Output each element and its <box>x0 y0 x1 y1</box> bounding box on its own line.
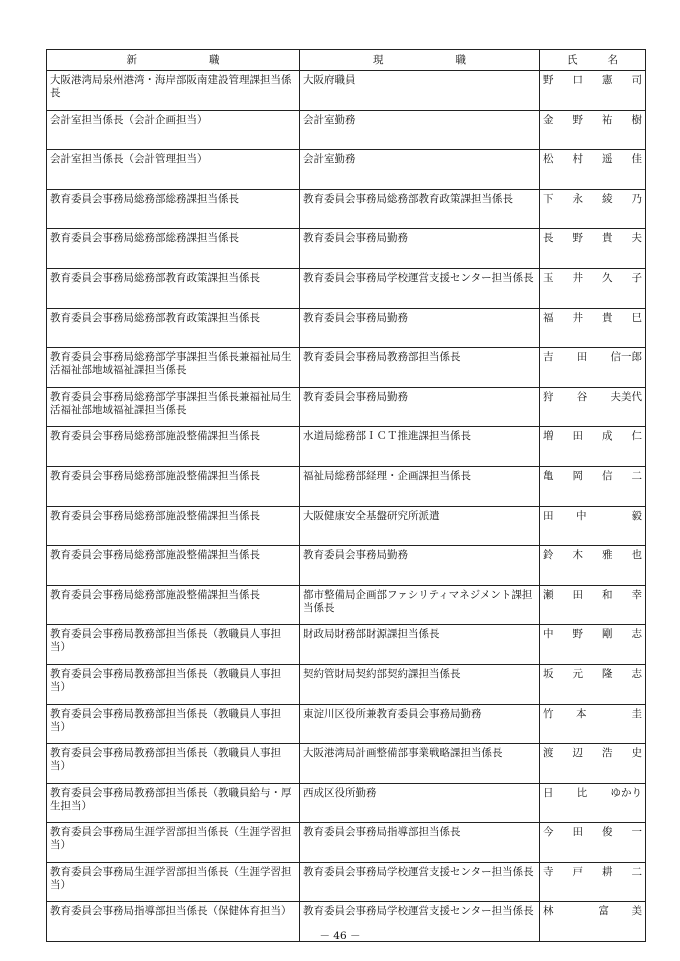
name-part: 遥 <box>602 153 613 166</box>
name-part: 田 <box>543 509 554 522</box>
name-wrap <box>543 589 642 602</box>
name-part: 玉 <box>543 271 554 284</box>
name-part: 寺 <box>543 865 554 878</box>
name-wrap <box>543 153 642 166</box>
name-part: 志 <box>631 667 642 680</box>
current-post-cell: 東淀川区役所兼教育委員会事務局勤務 <box>300 704 540 744</box>
name-part: 本 <box>576 707 587 720</box>
name-part: 久 <box>602 271 613 284</box>
name-part: 野 <box>572 232 583 245</box>
name-wrap <box>543 708 642 721</box>
name-wrap <box>543 114 642 127</box>
name-part: 乃 <box>631 192 642 205</box>
current-post-cell: 大阪府職員 <box>300 71 540 111</box>
name-wrap <box>543 193 642 206</box>
name-part: 谷 <box>576 390 588 403</box>
name-part: 金 <box>543 113 554 126</box>
name-wrap <box>543 232 642 245</box>
name-wrap <box>543 510 642 523</box>
table-row <box>47 862 646 902</box>
header-new-post-char-1: 新 <box>126 53 137 66</box>
current-post-cell: 西成区役所勤務 <box>300 783 540 823</box>
name-part: 美 <box>631 905 642 918</box>
name-wrap <box>543 470 642 483</box>
name-part: 下 <box>543 192 554 205</box>
table-row <box>47 387 646 427</box>
name-wrap <box>543 787 642 800</box>
name-cell <box>540 427 646 467</box>
name-cell <box>540 783 646 823</box>
table-row <box>47 308 646 348</box>
name-part: 吉 <box>543 351 554 364</box>
current-post-cell: 教育委員会事務局総務部教育政策課担当係長 <box>300 189 540 229</box>
name-part: 毅 <box>631 509 642 522</box>
name-part: 村 <box>572 153 583 166</box>
name-part: 綾 <box>602 192 613 205</box>
table-row <box>47 229 646 269</box>
name-cell <box>540 664 646 704</box>
name-part: 和 <box>602 588 613 601</box>
name-part: 子 <box>631 271 642 284</box>
current-post-cell: 福祉局総務部経理・企画課担当係長 <box>300 466 540 506</box>
current-post-cell: 教育委員会事務局指導部担当係長 <box>300 823 540 863</box>
table-row <box>47 506 646 546</box>
new-post-cell: 教育委員会事務局生涯学習部担当係長（生涯学習担当） <box>47 862 300 902</box>
name-wrap <box>543 826 642 839</box>
name-part: 元 <box>572 667 583 680</box>
header-name <box>540 50 646 71</box>
name-cell <box>540 348 646 388</box>
name-wrap <box>543 430 642 443</box>
new-post-cell: 教育委員会事務局総務部施設整備課担当係長 <box>47 427 300 467</box>
name-wrap <box>543 668 642 681</box>
new-post-cell: 教育委員会事務局教務部担当係長（教職員人事担当） <box>47 664 300 704</box>
new-post-cell: 教育委員会事務局総務部施設整備課担当係長 <box>47 466 300 506</box>
table-row <box>47 585 646 625</box>
table-row <box>47 823 646 863</box>
current-post-cell: 教育委員会事務局勤務 <box>300 229 540 269</box>
name-part: 志 <box>631 628 642 641</box>
name-part: 司 <box>631 74 642 86</box>
name-part: 木 <box>572 549 583 562</box>
name-part: 中 <box>543 628 554 641</box>
name-part: 信 <box>602 469 613 482</box>
name-part: 田 <box>572 588 583 601</box>
header-row <box>47 50 646 71</box>
name-part: 佳 <box>631 153 642 166</box>
new-post-cell: 会計室担当係長（会計管理担当） <box>47 150 300 190</box>
name-part: 樹 <box>631 113 642 126</box>
name-part: 瀬 <box>543 588 554 601</box>
name-part: ゆかり <box>610 786 642 799</box>
name-part: 巳 <box>631 311 642 324</box>
new-post-cell: 教育委員会事務局総務部学事課担当係長兼福祉局生活福祉部地域福祉課担当係長 <box>47 348 300 388</box>
current-post-cell: 教育委員会事務局学校運営支援センター担当係長 <box>300 268 540 308</box>
name-cell <box>540 585 646 625</box>
table-row <box>47 110 646 150</box>
name-cell <box>540 466 646 506</box>
new-post-cell: 教育委員会事務局総務部教育政策課担当係長 <box>47 308 300 348</box>
name-cell <box>540 268 646 308</box>
current-post-cell: 都市整備局企画部ファシリティマネジメント課担当係長 <box>300 585 540 625</box>
name-part: 田 <box>572 826 583 839</box>
new-post-cell: 教育委員会事務局指導部担当係長（保健体育担当） <box>47 902 300 942</box>
table-body <box>47 71 646 942</box>
new-post-cell: 大阪港湾局泉州港湾・海岸部阪南建設管理課担当係長 <box>47 71 300 111</box>
name-cell <box>540 744 646 784</box>
table-row <box>47 348 646 388</box>
name-part: 也 <box>631 549 642 562</box>
new-post-cell: 教育委員会事務局教務部担当係長（教職員人事担当） <box>47 625 300 665</box>
name-part: 野 <box>543 74 554 86</box>
name-wrap <box>543 866 642 879</box>
name-wrap <box>543 391 642 404</box>
name-part: 日 <box>543 786 554 799</box>
header-new-post-char-2: 職 <box>209 53 220 66</box>
name-cell <box>540 862 646 902</box>
name-part: 松 <box>543 153 554 166</box>
new-post-cell: 教育委員会事務局総務部総務課担当係長 <box>47 229 300 269</box>
name-wrap <box>543 312 642 325</box>
name-cell <box>540 110 646 150</box>
name-wrap <box>543 549 642 562</box>
name-part: 野 <box>572 628 583 641</box>
current-post-cell: 教育委員会事務局学校運営支援センター担当係長 <box>300 902 540 942</box>
current-post-cell: 大阪港湾局計画整備部事業戦略課担当係長 <box>300 744 540 784</box>
name-part: 富 <box>598 905 609 918</box>
table-row <box>47 625 646 665</box>
table-row <box>47 150 646 190</box>
header-current-post-char-1: 現 <box>373 53 384 66</box>
name-wrap <box>543 747 642 760</box>
name-part: 坂 <box>543 667 554 680</box>
new-post-cell: 教育委員会事務局総務部施設整備課担当係長 <box>47 585 300 625</box>
name-part: 中 <box>576 509 587 522</box>
table-row <box>47 268 646 308</box>
name-part: 圭 <box>631 707 642 720</box>
name-wrap <box>543 628 642 641</box>
name-part: 史 <box>631 747 642 760</box>
name-cell <box>540 704 646 744</box>
name-part: 田 <box>572 430 583 443</box>
current-post-cell: 会計室勤務 <box>300 110 540 150</box>
table-row <box>47 466 646 506</box>
header-new-post <box>47 50 300 71</box>
name-part: 俊 <box>602 826 613 839</box>
name-part: 永 <box>572 192 583 205</box>
new-post-cell: 教育委員会事務局総務部総務課担当係長 <box>47 189 300 229</box>
current-post-cell: 教育委員会事務局勤務 <box>300 308 540 348</box>
table-row <box>47 71 646 111</box>
name-cell <box>540 71 646 111</box>
personnel-table <box>46 49 646 942</box>
name-part: 夫 <box>631 232 642 245</box>
name-part: 井 <box>572 311 583 324</box>
header-current-post-char-2: 職 <box>455 53 466 66</box>
name-part: 成 <box>602 430 613 443</box>
name-part: 一 <box>631 826 642 839</box>
current-post-cell: 会計室勤務 <box>300 150 540 190</box>
new-post-cell: 教育委員会事務局教務部担当係長（教職員給与・厚生担当） <box>47 783 300 823</box>
current-post-cell: 契約管財局契約部契約課担当係長 <box>300 664 540 704</box>
new-post-cell: 教育委員会事務局教務部担当係長（教職員人事担当） <box>47 704 300 744</box>
new-post-cell: 教育委員会事務局総務部学事課担当係長兼福祉局生活福祉部地域福祉課担当係長 <box>47 387 300 427</box>
name-part: 長 <box>543 232 554 245</box>
name-cell <box>540 229 646 269</box>
name-part: 今 <box>543 826 554 839</box>
name-part: 二 <box>631 865 642 878</box>
name-part: 仁 <box>631 430 642 443</box>
new-post-cell: 教育委員会事務局教務部担当係長（教職員人事担当） <box>47 744 300 784</box>
name-part: 夫美代 <box>610 390 642 403</box>
table-row <box>47 189 646 229</box>
name-part: 福 <box>543 311 554 324</box>
name-part: 貴 <box>602 311 613 324</box>
name-part: 戸 <box>572 865 583 878</box>
new-post-cell: 教育委員会事務局総務部施設整備課担当係長 <box>47 546 300 586</box>
name-cell <box>540 387 646 427</box>
name-wrap <box>543 74 642 87</box>
name-part: 野 <box>572 113 583 126</box>
current-post-cell: 教育委員会事務局教務部担当係長 <box>300 348 540 388</box>
header-name-char-2: 名 <box>607 53 618 66</box>
name-wrap <box>543 351 642 364</box>
page-number: － 46 － <box>319 930 361 942</box>
name-cell <box>540 546 646 586</box>
current-post-cell: 教育委員会事務局学校運営支援センター担当係長 <box>300 862 540 902</box>
name-cell <box>540 189 646 229</box>
name-part: 辺 <box>572 747 583 760</box>
new-post-cell: 会計室担当係長（会計企画担当） <box>47 110 300 150</box>
table-row <box>47 664 646 704</box>
name-part: 信一郎 <box>610 351 642 364</box>
name-part: 憲 <box>602 74 613 86</box>
new-post-cell: 教育委員会事務局総務部教育政策課担当係長 <box>47 268 300 308</box>
name-part: 隆 <box>602 667 613 680</box>
new-post-cell: 教育委員会事務局生涯学習部担当係長（生涯学習担当） <box>47 823 300 863</box>
name-part: 亀 <box>543 469 554 482</box>
current-post-cell: 教育委員会事務局勤務 <box>300 387 540 427</box>
name-part: 剛 <box>602 628 613 641</box>
name-part: 祐 <box>602 113 613 126</box>
current-post-cell: 大阪健康安全基盤研究所派遣 <box>300 506 540 546</box>
name-part: 鈴 <box>543 549 554 562</box>
name-cell <box>540 625 646 665</box>
name-part: 耕 <box>602 865 613 878</box>
name-part: 貴 <box>602 232 613 245</box>
new-post-cell: 教育委員会事務局総務部施設整備課担当係長 <box>47 506 300 546</box>
name-wrap <box>543 905 642 918</box>
name-part: 幸 <box>631 588 642 601</box>
header-name-char-1: 氏 <box>567 53 578 66</box>
table-row <box>47 783 646 823</box>
name-part: 浩 <box>602 747 613 760</box>
name-part: 林 <box>543 905 554 918</box>
current-post-cell: 財政局財務部財源課担当係長 <box>300 625 540 665</box>
name-part: 渡 <box>543 747 554 760</box>
name-cell <box>540 308 646 348</box>
name-wrap <box>543 272 642 285</box>
name-part: 比 <box>576 786 588 799</box>
name-part: 二 <box>631 469 642 482</box>
name-cell <box>540 506 646 546</box>
name-cell <box>540 150 646 190</box>
header-current-post <box>300 50 540 71</box>
table-row <box>47 546 646 586</box>
table-row <box>47 744 646 784</box>
name-part: 田 <box>576 351 588 364</box>
name-part: 雅 <box>602 549 613 562</box>
name-part: 岡 <box>572 469 583 482</box>
name-part: 口 <box>572 74 583 86</box>
current-post-cell: 教育委員会事務局勤務 <box>300 546 540 586</box>
table-row <box>47 427 646 467</box>
name-part: 増 <box>543 430 554 443</box>
name-part: 竹 <box>543 707 554 720</box>
name-part: 狩 <box>543 390 554 403</box>
current-post-cell: 水道局総務部ＩＣＴ推進課担当係長 <box>300 427 540 467</box>
name-cell <box>540 823 646 863</box>
table-row <box>47 704 646 744</box>
name-part: 井 <box>572 271 583 284</box>
